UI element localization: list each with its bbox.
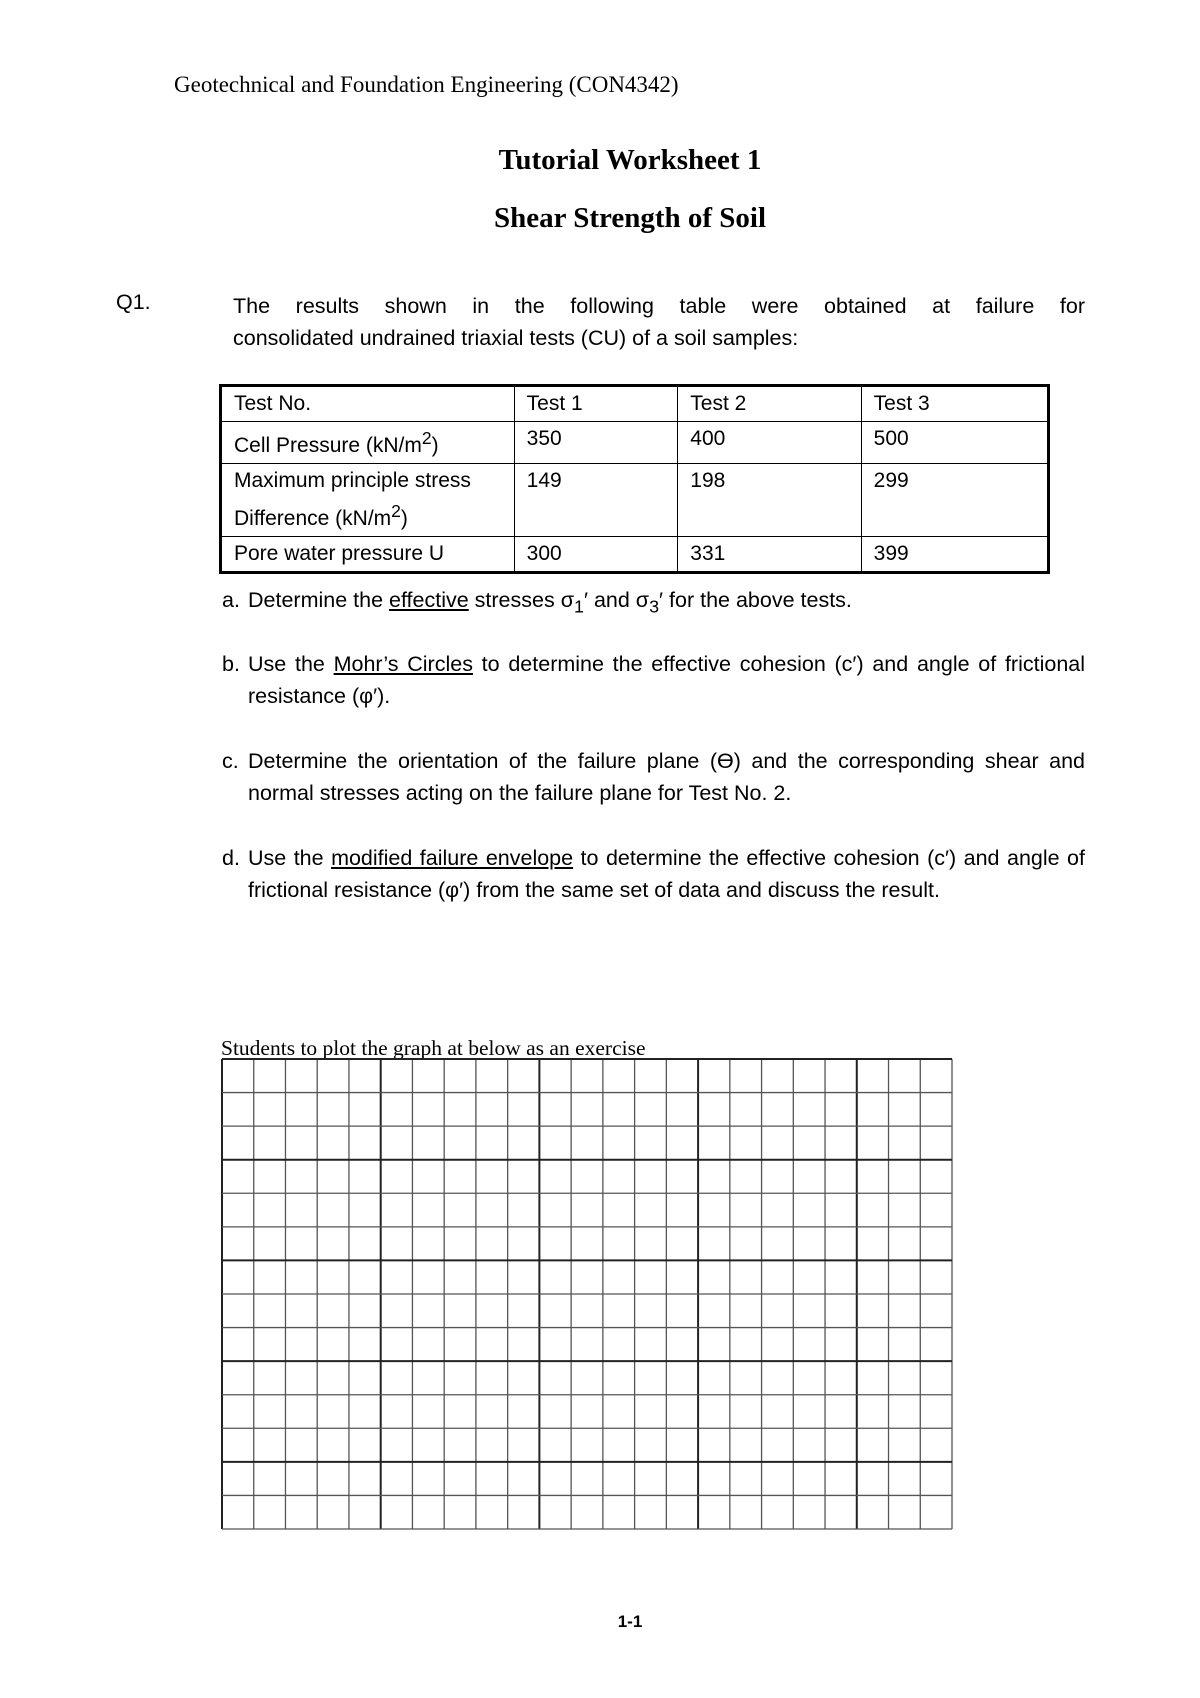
page-number: 1-1 <box>617 1612 643 1631</box>
part-b-text <box>248 648 1085 712</box>
row-label-max-stress <box>221 464 515 537</box>
question-number: Q1. <box>116 290 151 314</box>
text-run: ′ and σ <box>583 588 650 612</box>
question-intro-line-1: The results shown in the following table were obtained at failure for <box>233 294 1085 318</box>
table-cell: 300 <box>514 537 678 573</box>
subscript: 1 <box>573 596 584 617</box>
part-c-text: Determine the orientation of the failure plane (Ɵ) and the corresponding shear and normal stresses acting on the failure plane for Test No. 2. <box>248 749 1085 805</box>
table-cell: 149 <box>514 464 678 537</box>
question-intro <box>233 290 1085 354</box>
underlined-term: Mohr’s Circles <box>333 652 473 676</box>
row-label-cell-pressure <box>221 422 515 464</box>
part-b-label: b. <box>222 652 240 676</box>
row-label-close: ) <box>400 507 408 530</box>
subscript: 3 <box>649 596 660 617</box>
unit-superscript: 2 <box>421 428 432 448</box>
text-run: to determine the effective cohesion (c′) and angle of frictional resistance (φ′). <box>248 652 1086 708</box>
part-c-label: c. <box>222 749 239 773</box>
row-label-line-1: Maximum principle stress <box>234 469 471 492</box>
text-run: ′ for the above tests. <box>659 588 852 612</box>
table-header-cell: Test 1 <box>514 386 678 422</box>
part-d-text <box>248 842 1085 906</box>
triaxial-results-table <box>219 384 1050 574</box>
table-header-cell: Test 3 <box>861 386 1048 422</box>
part-d-label: d. <box>222 846 240 870</box>
text-run: Use the <box>248 652 334 676</box>
table-cell: 198 <box>678 464 861 537</box>
table-cell: 299 <box>861 464 1048 537</box>
part-d <box>222 842 1085 906</box>
text-run: Determine the <box>248 588 390 612</box>
table-cell: 400 <box>678 422 861 464</box>
table-cell: 350 <box>514 422 678 464</box>
table-row-max-stress <box>221 464 1049 537</box>
row-label-close: ) <box>431 434 439 457</box>
underlined-term: effective <box>389 588 469 612</box>
part-c <box>222 745 1085 809</box>
part-a-text <box>248 584 1085 622</box>
text-run: to determine the effective cohesion (c′) and angle of frictional resistance (φ′) from the same set of data and discuss the result. <box>248 846 1085 902</box>
underlined-term: modified failure envelope <box>331 846 574 870</box>
table-cell: 500 <box>861 422 1048 464</box>
table-cell: 331 <box>678 537 861 573</box>
worksheet-topic: Shear Strength of Soil <box>493 202 767 234</box>
unit-superscript: 2 <box>391 501 401 521</box>
row-label-text: Cell Pressure (kN/m <box>234 434 422 457</box>
table-header-cell: Test 2 <box>678 386 861 422</box>
table-header-cell: Test No. <box>221 386 515 422</box>
row-label-line-2: Difference (kN/m <box>234 507 392 530</box>
row-label-pore-pressure: Pore water pressure U <box>221 537 515 573</box>
course-header: Geotechnical and Foundation Engineering (CON4342) <box>174 72 679 97</box>
part-a-label: a. <box>222 588 240 612</box>
text-run: stresses σ <box>468 588 574 612</box>
table-row-cell-pressure <box>221 422 1049 464</box>
question-intro-line-2: consolidated undrained triaxial tests (CU) of a soil samples: <box>233 326 799 350</box>
part-a <box>222 584 1085 622</box>
table-header-row <box>221 386 1049 422</box>
graph-paper-grid <box>221 1058 953 1530</box>
part-b <box>222 648 1085 712</box>
text-run: Use the <box>248 846 332 870</box>
table-row-pore-pressure <box>221 537 1049 573</box>
worksheet-title: Tutorial Worksheet 1 <box>498 144 762 176</box>
graph-caption: Students to plot the graph at below as an exercise <box>221 1036 646 1060</box>
table-cell: 399 <box>861 537 1048 573</box>
